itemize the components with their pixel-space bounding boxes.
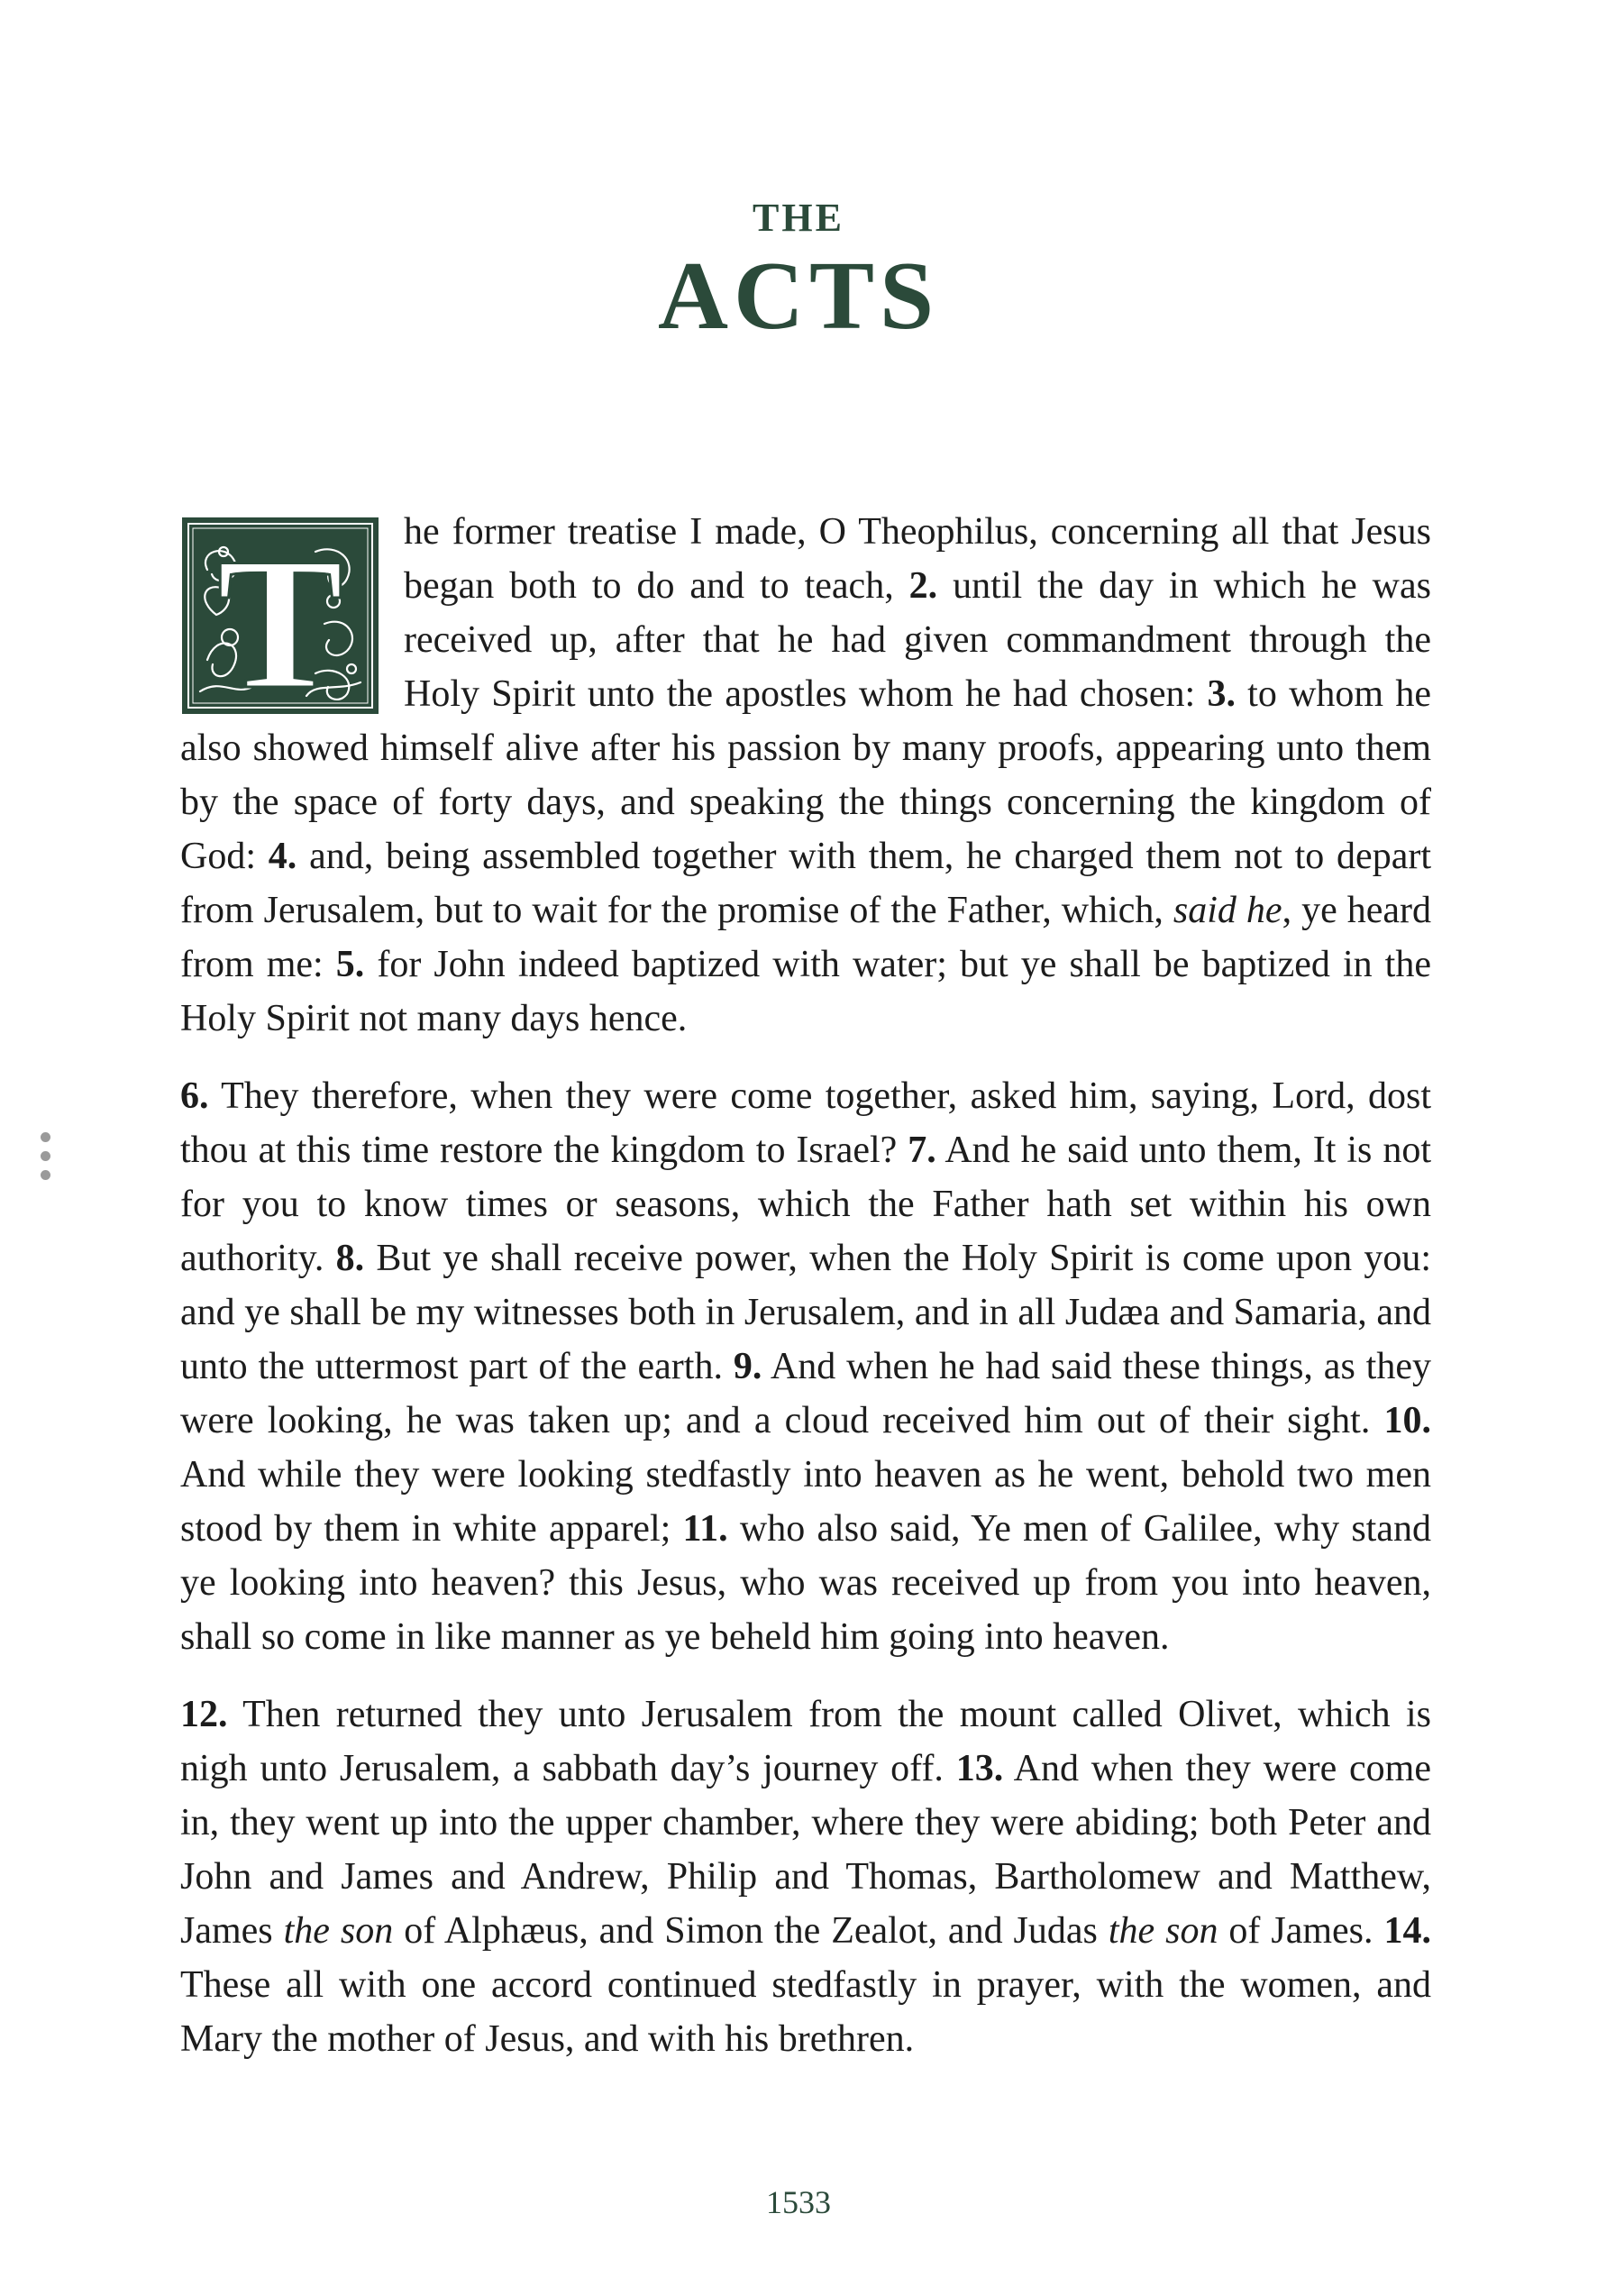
verse-text: And when they were come in, they went up into the upper chamber, where they were abiding; both Peter and John and James and Andrew, Philip and Thomas, Bartholomew and Matthew, James bbox=[180, 1748, 1431, 1952]
verse-text: And he said unto them, It is not for you to know times or seasons, which the Father hath set within his own authority. bbox=[180, 1130, 1432, 1279]
ornamental-initial-t-icon bbox=[180, 516, 380, 716]
page-number: 1533 bbox=[766, 2184, 831, 2220]
verse-number: 4. bbox=[268, 836, 297, 877]
verse-number: 8. bbox=[335, 1238, 365, 1279]
more-options-handle[interactable] bbox=[38, 1132, 52, 1192]
book-title: ACTS bbox=[657, 242, 940, 350]
italic-text: the son bbox=[1108, 1910, 1218, 1952]
verse-text: These all with one accord continued stedfastly in prayer, with the women, and Mary the mother of Jesus, and with his brethren. bbox=[180, 1964, 1431, 2060]
verse-text: for John indeed baptized with water; but ye shall be baptized in the Holy Spirit not many days hence. bbox=[180, 944, 1431, 1039]
dropcap-letter: T bbox=[216, 519, 344, 716]
verse-text: Then returned they unto Jerusalem from the mount called Olivet, which is nigh unto Jerusalem, a sabbath day’s journey off. bbox=[180, 1694, 1431, 1789]
verse-text: to whom he also showed himself alive after his passion by many proofs, appearing unto them by the space of forty days, and speaking the things concerning the kingdom of God: bbox=[180, 673, 1431, 877]
verse-text: , ye heard from me: bbox=[180, 890, 1431, 985]
verse-number: 6. bbox=[180, 1075, 209, 1117]
verse-number: 9. bbox=[733, 1346, 762, 1387]
verse-text: until the day in which he was received up, after that he had given commandment through the Holy Spirit unto the apostles whom he had chosen: bbox=[404, 565, 1432, 715]
verse-text: And while they were looking stedfastly into heaven as he went, behold two men stood by them in white apparel; bbox=[180, 1454, 1431, 1550]
vertical-ellipsis-icon bbox=[41, 1132, 50, 1142]
verse-number: 14. bbox=[1383, 1910, 1431, 1952]
verse-text: of James. bbox=[1218, 1910, 1384, 1952]
verse-text: who also said, Ye men of Galilee, why stand ye looking into heaven? this Jesus, who was received up from you into heaven, shall so come in like manner as ye beheld him going into heaven. bbox=[180, 1508, 1431, 1658]
paragraph bbox=[180, 505, 1431, 1046]
verse-text: and, being assembled together with them, he charged them not to depart from Jerusalem, but to wait for the promise of the Father, which, bbox=[180, 836, 1431, 931]
paragraph bbox=[180, 1069, 1431, 1664]
scripture-body bbox=[180, 505, 1431, 2090]
verse-number: 11. bbox=[682, 1508, 728, 1550]
chapter-header bbox=[0, 193, 1597, 350]
verse-number: 2. bbox=[908, 565, 938, 607]
paragraph bbox=[180, 1688, 1431, 2066]
verse-number: 13. bbox=[955, 1748, 1004, 1789]
italic-text: the son bbox=[283, 1910, 394, 1952]
vertical-ellipsis-icon bbox=[41, 1151, 50, 1161]
verse-text: But ye shall receive power, when the Holy Spirit is come upon you: and ye shall be my witnesses both in Jerusalem, and in all Judæa and Samaria, and unto the uttermost part of the earth. bbox=[180, 1238, 1431, 1387]
verse-number: 10. bbox=[1383, 1400, 1431, 1441]
verse-text: he former treatise I made, O Theophilus, concerning all that Jesus began both to do and to teach, bbox=[404, 511, 1431, 607]
verse-number: 12. bbox=[180, 1694, 228, 1735]
verse-number: 5. bbox=[335, 944, 365, 985]
book-kicker: THE bbox=[753, 196, 844, 240]
verse-number: 3. bbox=[1207, 673, 1236, 715]
verse-text: And when he had said these things, as they were looking, he was taken up; and a cloud received him out of their sight. bbox=[180, 1346, 1431, 1441]
verse-text: They therefore, when they were come together, asked him, saying, Lord, dost thou at this time restore the kingdom to Israel? bbox=[180, 1075, 1431, 1171]
italic-text: said he bbox=[1173, 890, 1282, 931]
verse-number: 7. bbox=[908, 1130, 936, 1171]
vertical-ellipsis-icon bbox=[41, 1170, 50, 1180]
verse-text: of Alphæus, and Simon the Zealot, and Judas bbox=[393, 1910, 1109, 1952]
